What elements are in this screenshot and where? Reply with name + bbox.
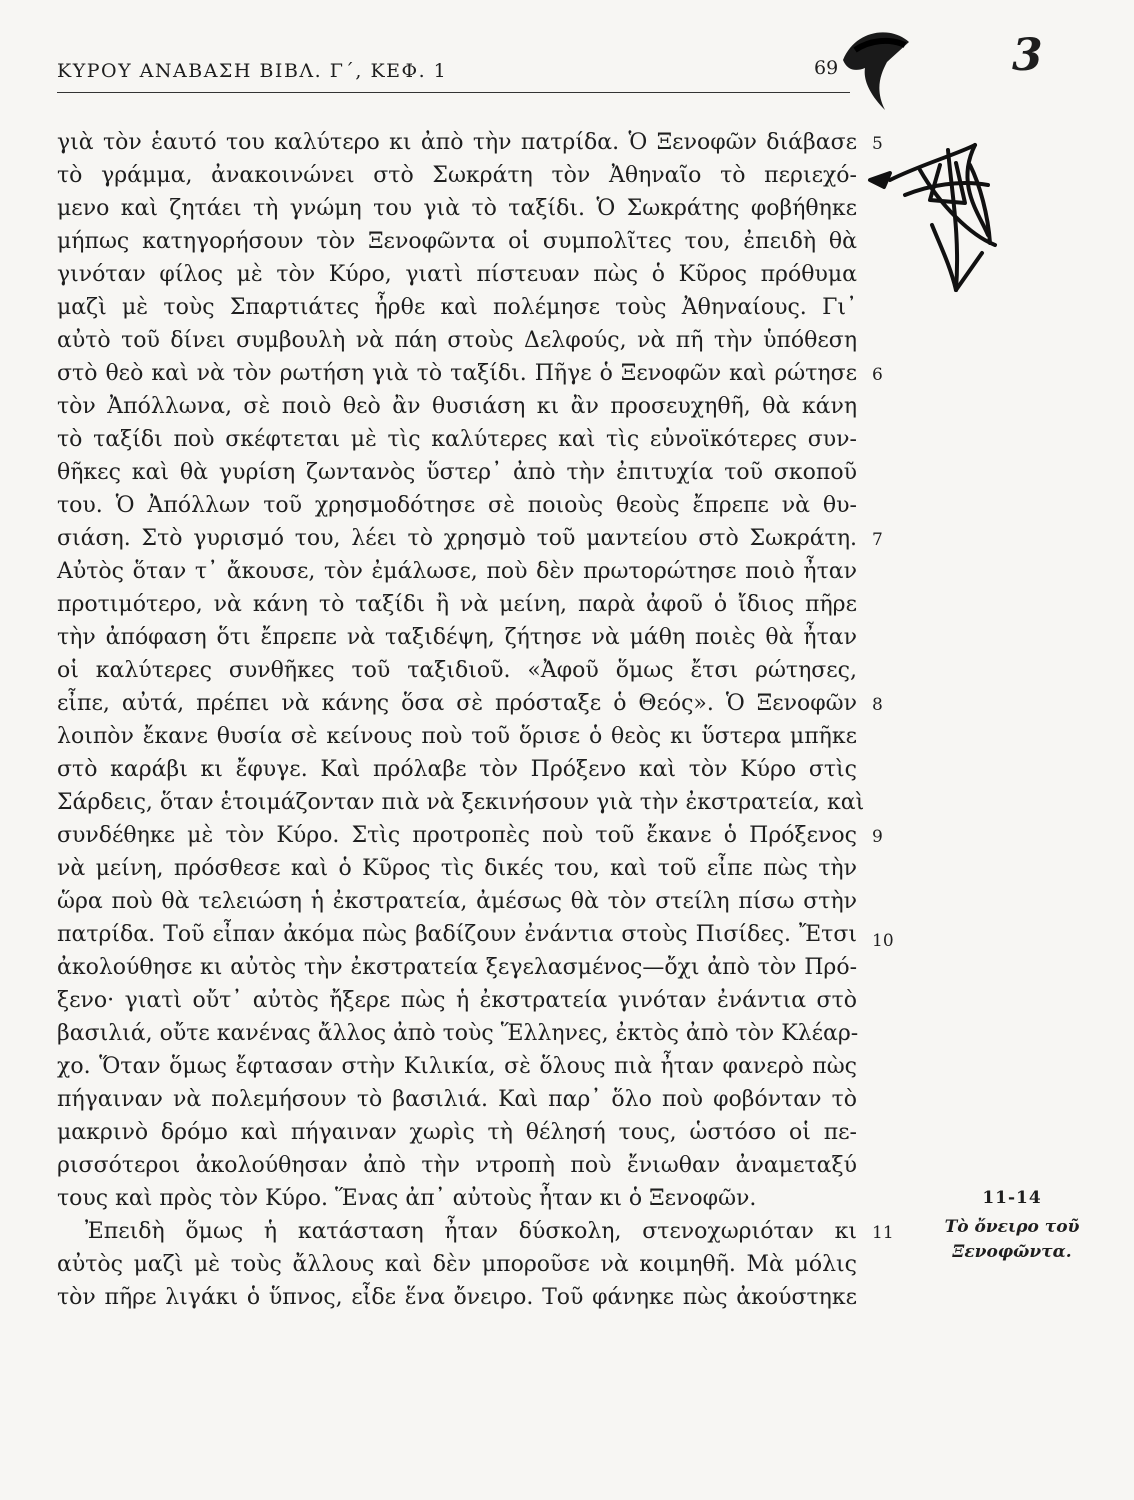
section-number: 5 (872, 134, 883, 154)
text-line: αὐτὸ τοῦ δίνει συμβουλὴ νὰ πάη στοὺς Δελφούς, νὰ πῆ τὴν ὑπόθεση (57, 328, 857, 353)
text-line: συνδέθηκε μὲ τὸν Κύρο. Στὶς προτροπὲς ποὺ τοῦ ἔκανε ὁ Πρόξενος (57, 823, 857, 848)
header-rule (57, 92, 850, 93)
text-line: λοιπὸν ἔκανε θυσία σὲ κείνους ποὺ τοῦ ὅρισε ὁ θεὸς κι ὕστερα μπῆκε (57, 724, 857, 749)
text-line: ξενο· γιατὶ οὔτ᾽ αὐτὸς ἤξερε πὼς ἡ ἐκστρατεία γινόταν ἐνάντια στὸ (57, 988, 857, 1013)
text-line: Αὐτὸς ὅταν τ᾽ ἄκουσε, τὸν ἐμάλωσε, ποὺ δὲν πρωτορώτησε ποιὸ ἦταν (57, 559, 857, 584)
sidenote-title-line2: Ξενοφῶντα. (952, 1242, 1072, 1262)
text-line: βασιλιά, οὔτε κανένας ἄλλος ἀπὸ τοὺς Ἕλληνες, ἐκτὸς ἀπὸ τὸν Κλέαρ- (57, 1021, 859, 1046)
text-line: γινόταν φίλος μὲ τὸν Κύρο, γιατὶ πίστευαν πὼς ὁ Κῦρος πρόθυμα (57, 262, 857, 287)
sidenote-range: 11-14 (982, 1188, 1042, 1208)
handwritten-number: 3 (1012, 30, 1043, 81)
text-line: μενο καὶ ζητάει τὴ γνώμη του γιὰ τὸ ταξίδι. Ὁ Σωκράτης φοβήθηκε (57, 196, 857, 221)
text-line: ὥρα ποὺ θὰ τελειώση ἡ ἐκστρατεία, ἀμέσως θὰ τὸν στείλη πίσω στὴν (57, 889, 857, 914)
text-line: τὸν πῆρε λιγάκι ὁ ὕπνος, εἶδε ἕνα ὄνειρο. Τοῦ φάνηκε πὼς ἀκούστηκε (57, 1285, 857, 1310)
section-number: 10 (872, 931, 894, 951)
text-line: εἶπε, αὐτά, πρέπει νὰ κάνης ὅσα σὲ πρόσταξε ὁ Θεός». Ὁ Ξενοφῶν (57, 691, 857, 716)
section-number: 11 (872, 1223, 894, 1243)
text-line: μακρινὸ δρόμο καὶ πήγαιναν χωρὶς τὴ θέλησή τους, ὡστόσο οἱ πε- (57, 1120, 857, 1145)
text-line: τους καὶ πρὸς τὸν Κύρο. Ἕνας ἀπ᾽ αὐτοὺς ἦταν κι ὁ Ξενοφῶν. (57, 1186, 757, 1211)
text-line: ἀκολούθησε κι αὐτὸς τὴν ἐκστρατεία ξεγελασμένος—ὄχι ἀπὸ τὸν Πρό- (57, 955, 857, 980)
section-number: 7 (872, 530, 883, 550)
text-line: θῆκες καὶ θὰ γυρίση ζωντανὸς ὕστερ᾽ ἀπὸ τὴν ἐπιτυχία τοῦ σκοποῦ (57, 460, 857, 485)
ink-scribble-top (835, 20, 915, 120)
section-number: 9 (872, 827, 883, 847)
sidenote-title-line1: Τὸ ὄνειρο τοῦ (944, 1217, 1080, 1237)
running-head: ΚΥΡΟΥ ΑΝΑΒΑΣΗ ΒΙΒΛ. Γ΄, ΚΕΦ. 1 (57, 60, 448, 82)
section-number: 8 (872, 695, 883, 715)
text-line: τὸ γράμμα, ἀνακοινώνει στὸ Σωκράτη τὸν Ἀθηναῖο τὸ περιεχό- (57, 163, 857, 188)
text-line: μήπως κατηγορήσουν τὸν Ξενοφῶντα οἱ συμπολῖτες του, ἐπειδὴ θὰ (57, 229, 857, 254)
text-line: στὸ καράβι κι ἔφυγε. Καὶ πρόλαβε τὸν Πρόξενο καὶ τὸν Κύρο στὶς (57, 757, 857, 782)
text-line: νὰ μείνη, πρόσθεσε καὶ ὁ Κῦρος τὶς δικές του, καὶ τοῦ εἶπε πὼς τὴν (57, 856, 857, 881)
text-line: Ἐπειδὴ ὅμως ἡ κατάσταση ἦταν δύσκολη, στενοχωριόταν κι (85, 1219, 857, 1244)
text-line: του. Ὁ Ἀπόλλων τοῦ χρησμοδότησε σὲ ποιοὺς θεοὺς ἔπρεπε νὰ θυ- (57, 493, 857, 518)
text-line: πατρίδα. Τοῦ εἶπαν ἀκόμα πὼς βαδίζουν ἐνάντια στοὺς Πισίδες. Ἔτσι (57, 922, 857, 947)
text-line: τὸ ταξίδι ποὺ σκέφτεται μὲ τὶς καλύτερες καὶ τὶς εὐνοϊκότερες συν- (57, 427, 857, 452)
text-line: σιάση. Στὸ γυρισμό του, λέει τὸ χρησμὸ τοῦ μαντείου στὸ Σωκράτη. (57, 526, 857, 551)
text-line: χο. Ὅταν ὅμως ἔφτασαν στὴν Κιλικία, σὲ ὅλους πιὰ ἦταν φανερὸ πὼς (57, 1054, 857, 1079)
text-line: τὸν Ἀπόλλωνα, σὲ ποιὸ θεὸ ἂν θυσιάση κι ἂν προσευχηθῆ, θὰ κάνη (57, 394, 857, 419)
text-line: μαζὶ μὲ τοὺς Σπαρτιάτες ἦρθε καὶ πολέμησε τοὺς Ἀθηναίους. Γι᾽ (57, 295, 857, 320)
page-number: 69 (814, 57, 839, 79)
text-line: αὐτὸς μαζὶ μὲ τοὺς ἄλλους καὶ δὲν μποροῦσε νὰ κοιμηθῆ. Μὰ μόλις (57, 1252, 857, 1277)
text-line: πήγαιναν νὰ πολεμήσουν τὸ βασιλιά. Καὶ παρ᾽ ὅλο ποὺ φοβόνταν τὸ (57, 1087, 857, 1112)
text-line: ρισσότεροι ἀκολούθησαν ἀπὸ τὴν ντροπὴ ποὺ ἔνιωθαν ἀναμεταξύ (57, 1153, 857, 1178)
text-line: τὴν ἀπόφαση ὅτι ἔπρεπε νὰ ταξιδέψη, ζήτησε νὰ μάθη ποιὲς θὰ ἦταν (57, 625, 857, 650)
text-line: γιὰ τὸν ἑαυτό του καλύτερο κι ἀπὸ τὴν πατρίδα. Ὁ Ξενοφῶν διάβασε (57, 130, 857, 155)
text-line: Σάρδεις, ὅταν ἑτοιμάζονταν πιὰ νὰ ξεκινήσουν γιὰ τὴν ἐκστρατεία, καὶ (57, 790, 865, 815)
text-line: προτιμότερο, νὰ κάνη τὸ ταξίδι ἢ νὰ μείνη, παρὰ ἀφοῦ ὁ ἴδιος πῆρε (57, 592, 857, 617)
text-line: στὸ θεὸ καὶ νὰ τὸν ρωτήση γιὰ τὸ ταξίδι. Πῆγε ὁ Ξενοφῶν καὶ ρώτησε (57, 361, 857, 386)
section-number: 6 (872, 365, 883, 385)
text-line: οἱ καλύτερες συνθῆκες τοῦ ταξιδιοῦ. «Ἀφοῦ ὅμως ἔτσι ρώτησες, (57, 658, 857, 683)
